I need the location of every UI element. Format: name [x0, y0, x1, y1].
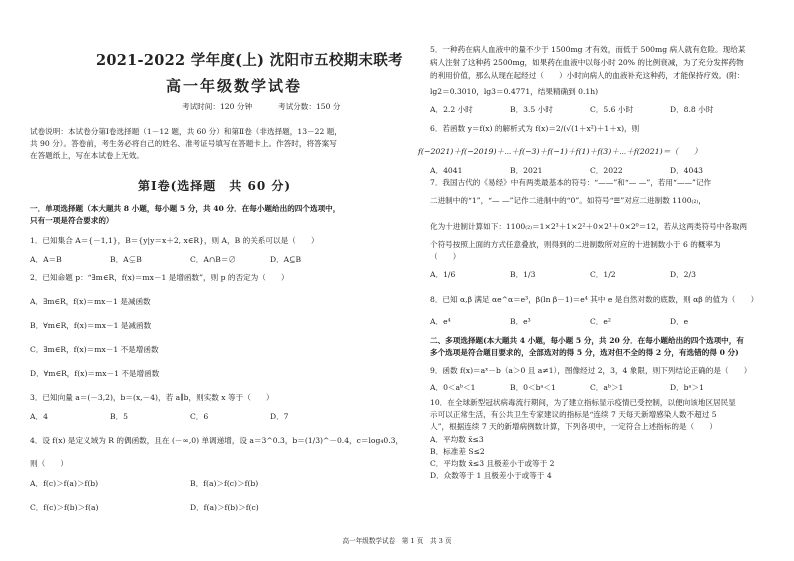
q9-option-c: C．aᵇ＞1	[590, 383, 624, 392]
q1-option-d: D．A⊆B	[270, 255, 302, 264]
q5-option-d: D．8.8 小时	[670, 105, 714, 114]
section-heading: 第Ⅰ卷(选择题 共 60 分)	[138, 179, 292, 193]
q5-option-a: A．2.2 小时	[430, 105, 473, 114]
question-4-stem-cont: 则（ ）	[30, 459, 68, 468]
q2-option-c: C．∃m∈R，f(x)＝mx－1 不是增函数	[30, 345, 159, 354]
question-8-stem: 8．已知 α,β 满足 αe^α＝e³，β(ln β－1)＝e⁴ 其中 e 是自然对数的底数，则 αβ 的值为（ ）	[430, 295, 759, 304]
exam-subtitle: 高一年级数学试卷	[166, 77, 303, 95]
q7-option-a: A．1/6	[430, 270, 456, 279]
q2-option-a: A．∃m∈R，f(x)＝mx－1 是减函数	[30, 297, 151, 306]
q6-option-d: D．4043	[670, 166, 704, 175]
q6-option-a: A．4041	[430, 166, 463, 175]
q10-option-c: C．平均数 x̄≤3 且极差小于或等于 2	[430, 459, 555, 468]
question-6-expression: f(−2021)＋f(−2019)＋⋯＋f(−3)＋f(−1)＋f(1)＋f(3)＋⋯＋f(2021)＝（ ）	[418, 147, 702, 156]
exam-title: 2021-2022 学年度(上) 沈阳市五校期末联考	[96, 52, 403, 69]
q8-option-c: C．e²	[590, 317, 611, 326]
part-heading: 只有一项是符合要求的）	[30, 216, 114, 225]
question-10-line: 示可以正常生活，有公共卫生专家建议的指标是“连续 7 天每天新增感染人数不超过 5	[430, 410, 717, 419]
question-7-line: 7．我国古代的《易经》中有两类最基本的符号：“——”和“— —”，若用“——”记作	[430, 178, 712, 187]
q7-option-b: B．1/3	[510, 270, 536, 279]
question-9-stem: 9．函数 f(x)＝aˣ－b（a＞0 且 a≠1），图像经过 2，3，4 象限，则下列结论正确的是（ ）	[430, 366, 752, 375]
q10-option-d: D．众数等于 1 且极差小于或等于 4	[430, 471, 552, 480]
q7-option-c: C．1/2	[590, 270, 616, 279]
q4-option-b: B．f(a)＞f(c)＞f(b)	[190, 479, 259, 488]
q2-option-d: D．∀m∈R，f(x)＝mx－1 不是增函数	[30, 369, 160, 378]
instructions-line: 试卷说明：本试卷分第Ⅰ卷选择题（1－12 题，共 60 分）和第Ⅱ卷（非选择题，13－22 题，	[30, 127, 342, 136]
q3-option-a: A．4	[30, 412, 48, 421]
question-5-line: lg2＝0.3010，lg3＝0.4771，结果精确到 0.1h)	[430, 87, 599, 96]
question-4-stem: 4．设 f(x) 是定义域为 R 的偶函数，且在 (－∞,0) 单调递增，设 a＝3^0.3，b＝(1/3)^－0.4，c＝log₄0.3，	[30, 436, 404, 445]
q8-option-a: A．e⁴	[430, 317, 451, 326]
part-heading: 一．单项选择题（本大题共 8 小题，每小题 5 分，共 40 分．在每小题给出的四个选项中，	[30, 204, 341, 213]
q8-option-b: B．e³	[510, 317, 531, 326]
question-7-line: （ ）	[430, 252, 461, 261]
question-3-stem: 3．已知向量 a＝(－3,2)，b＝(x,－4)，若 a∥b，则实数 x 等于（ ）	[30, 393, 274, 402]
q6-option-b: B．2021	[510, 166, 543, 175]
part-heading: 二、多项选择题(本大题共 4 小题，每小题 5 分，共 20 分．在每小题给出的四个选项中，有	[430, 336, 744, 345]
q4-option-c: C．f(c)＞f(b)＞f(a)	[30, 503, 99, 512]
q1-option-b: B．A⊊B	[110, 255, 142, 264]
question-5-line: 5．一种药在病人血液中的量不少于 1500mg 才有效，而低于 500mg 病人就有危险。现给某	[430, 45, 746, 54]
q1-option-a: A．A＝B	[30, 255, 62, 264]
instructions-line: 共 90 分）。答卷前，考生务必将自己的姓名、准考证号填写在答题卡上。作答时，将答案写	[30, 139, 337, 148]
instructions-line: 在答题纸上，写在本试卷上无效。	[30, 151, 144, 160]
q7-option-d: D．2/3	[670, 270, 696, 279]
question-6-stem: 6．若函数 y＝f(x) 的解析式为 f(x)＝2/(√(1＋x²)＋1＋x)，则	[430, 124, 640, 133]
q9-option-b: B．0＜bᵃ＜1	[510, 383, 556, 392]
question-7-line: 个符号按照上面的方式任意叠放，则得到的二进制数所对应的十进制数小于 6 的概率为	[430, 240, 721, 249]
q5-option-c: C．5.6 小时	[590, 105, 634, 114]
question-10-line: 10．在全球新型冠状病毒流行期间，为了建立指标显示疫情已受控制，以便向该地区居民显	[430, 398, 736, 407]
q4-option-d: D．f(a)＞f(b)＞f(c)	[190, 503, 259, 512]
q6-option-c: C．2022	[590, 166, 623, 175]
exam-score: 考试分数：150 分	[278, 102, 341, 111]
question-1-stem: 1．已知集合 A＝{－1,1}，B＝{y|y＝x＋2, x∈R}，则 A，B 的关系可以是（ ）	[30, 236, 319, 245]
exam-time: 考试时间：120 分钟	[182, 102, 253, 111]
q3-option-b: B．5	[110, 412, 129, 421]
page-footer: 高一年级数学试卷 第 1 页 共 3 页	[342, 537, 452, 545]
q9-option-a: A．0＜aᵇ＜1	[430, 383, 476, 392]
question-7-line: 二进制中的“1”，“— —”记作二进制中的“0”。如符号“☰”对应二进制数 1100₍₂₎，	[430, 196, 706, 205]
q2-option-b: B．∀m∈R，f(x)＝mx－1 是减函数	[30, 321, 152, 330]
q3-option-c: C．6	[190, 412, 209, 421]
q10-option-a: A．平均数 x̄≤3	[430, 435, 484, 444]
question-5-line: 病人注射了这种药 2500mg，如果药在血液中以每小时 20% 的比例衰减，为了充分发挥药物	[430, 58, 744, 67]
question-7-line: 化为十进制计算如下：1100₍₂₎＝1×2³＋1×2²＋0×2¹＋0×2⁰＝12，若从这两类符号中各取两	[430, 222, 748, 231]
q4-option-a: A．f(c)＞f(a)＞f(b)	[30, 479, 99, 488]
question-10-line: 人”，根据连续 7 天的新增病例数计算，下列各项中，一定符合上述指标的是（ ）	[430, 422, 717, 431]
q9-option-d: D．bᵃ＞1	[670, 383, 704, 392]
q3-option-d: D．7	[270, 412, 289, 421]
question-2-stem: 2．已知命题 p：“∃m∈R，f(x)＝mx－1 是增函数”，则 p 的否定为（ ）	[30, 273, 289, 282]
question-5-line: 的利用价值，那么从现在起经过（ ）小时向病人的血液补充这种药，才能保持疗效。(附：	[430, 71, 745, 80]
part-heading: 多个选项是符合题目要求的，全部选对的得 5 分，选对但不全的得 2 分，有选错的得 0 分)	[430, 348, 739, 357]
q8-option-d: D．e	[670, 317, 689, 326]
q1-option-c: C．A∩B＝∅	[190, 255, 237, 264]
q10-option-b: B．标准差 S≤2	[430, 447, 485, 456]
q5-option-b: B．3.5 小时	[510, 105, 553, 114]
